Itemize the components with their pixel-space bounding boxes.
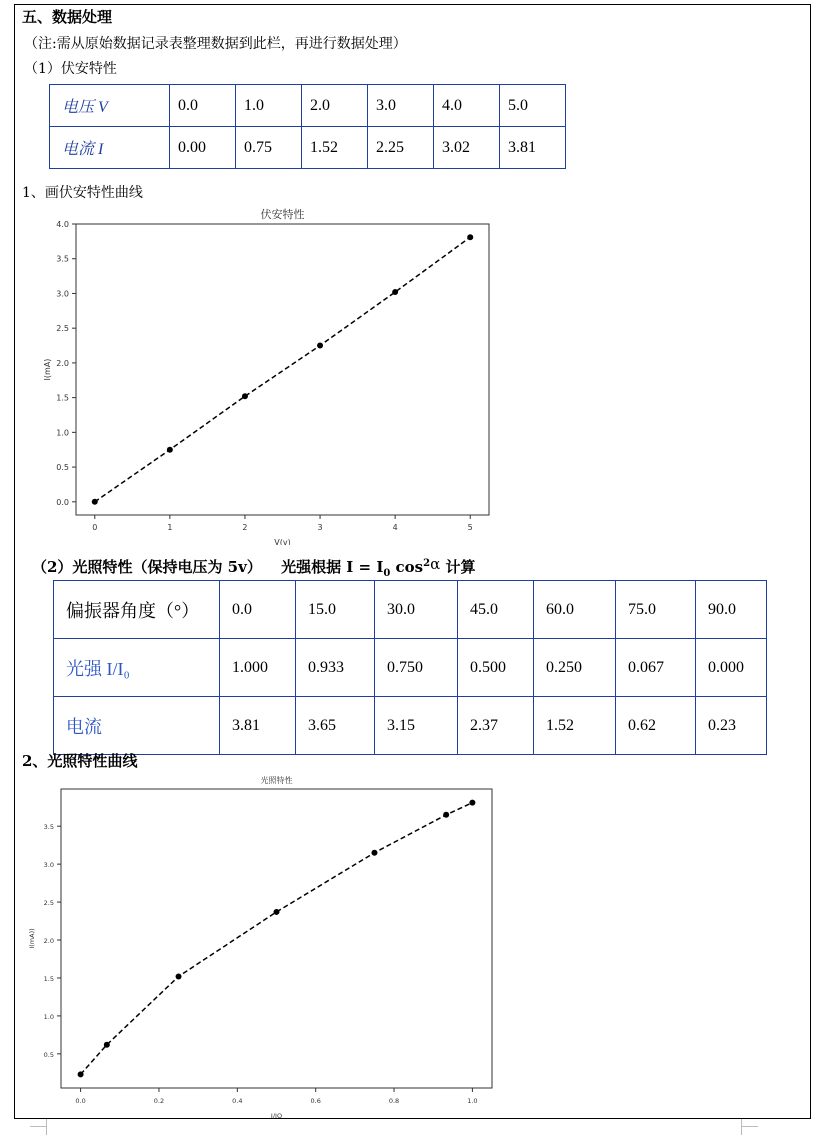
table-cell: 0.933 (296, 639, 375, 697)
x-tick-label: 1 (167, 523, 173, 532)
data-point (371, 850, 377, 856)
formula-text: 计算 (445, 558, 476, 576)
table-cell: 0.250 (534, 639, 616, 697)
table-row (54, 697, 767, 755)
data-point (242, 393, 248, 399)
table-cell: 3.65 (296, 697, 375, 755)
y-tick-label: 3.0 (43, 861, 54, 870)
table-cell: 1.0 (236, 85, 302, 127)
table-cell: 90.0 (696, 581, 767, 639)
table-cell: 3.81 (500, 127, 566, 169)
data-point (274, 909, 280, 915)
data-point (78, 1071, 84, 1077)
table-row (54, 639, 767, 697)
y-tick-label: 2.5 (56, 324, 69, 334)
table-cell: 0.500 (458, 639, 534, 697)
data-point (467, 234, 473, 240)
formula-text: cos (390, 558, 424, 576)
table-cell: 0.75 (236, 127, 302, 169)
row-label-current: 电流 (54, 697, 220, 755)
chart-title: 伏安特性 (260, 208, 305, 221)
y-tick-label: 3.5 (56, 254, 69, 264)
page-corner-mark (741, 1119, 742, 1135)
part1-title: （1）伏安特性 (24, 61, 117, 77)
x-axis-label: V(v) (274, 538, 291, 545)
light-characteristic-table (53, 580, 767, 755)
plot-frame (61, 789, 492, 1088)
table-row (50, 127, 566, 169)
table-cell: 60.0 (534, 581, 616, 639)
formula-superscript: 2 (423, 558, 431, 569)
formula-text: 光强根据 I = I (281, 558, 384, 576)
x-tick-label: 0.6 (310, 1097, 321, 1105)
formula-alpha: α (430, 555, 441, 573)
intensity-formula (281, 555, 476, 579)
row-label-angle: 偏振器角度（°） (54, 581, 220, 639)
data-point (104, 1042, 110, 1048)
chart-title: 光照特性 (260, 776, 293, 785)
step1-title: 1、画伏安特性曲线 (22, 185, 143, 201)
data-point (317, 343, 323, 349)
data-point (167, 447, 173, 453)
y-tick-label: 3.0 (56, 289, 69, 299)
x-tick-label: 2 (242, 523, 248, 532)
table-cell: 15.0 (296, 581, 375, 639)
table-cell: 0.0 (220, 581, 296, 639)
page-corner-mark (30, 1126, 46, 1127)
part2-title: （2）光照特性（保持电压为 5v） (32, 558, 262, 576)
voltage-current-table (49, 84, 566, 169)
x-tick-label: 4 (392, 523, 398, 532)
table-cell: 0.00 (170, 127, 236, 169)
y-tick-label: 0.0 (56, 497, 69, 507)
row-label-voltage: 电压 V (50, 85, 170, 127)
table-cell: 0.62 (616, 697, 696, 755)
x-tick-label: 0.0 (75, 1097, 86, 1105)
x-tick-label: 0.4 (232, 1097, 243, 1105)
x-axis-label: I/IO (270, 1112, 283, 1120)
table-cell: 1.52 (534, 697, 616, 755)
y-tick-label: 2.5 (43, 899, 54, 908)
row-label-intensity: 光强 I/I₀ (54, 639, 220, 697)
y-tick-label: 2.0 (56, 358, 69, 368)
y-tick-label: 0.5 (43, 1050, 54, 1059)
table-cell: 1.52 (302, 127, 368, 169)
table-cell: 2.0 (302, 85, 368, 127)
x-tick-label: 3 (317, 523, 323, 532)
data-point (92, 499, 98, 505)
y-tick-label: 1.5 (56, 393, 69, 403)
table-cell: 3.81 (220, 697, 296, 755)
section-title: 五、数据处理 (22, 8, 113, 26)
table-cell: 1.000 (220, 639, 296, 697)
table-cell: 0.0 (170, 85, 236, 127)
data-series-line (95, 237, 470, 502)
data-point (176, 973, 182, 979)
data-point (469, 800, 475, 806)
page-corner-mark (46, 1119, 47, 1135)
table-cell: 0.750 (375, 639, 458, 697)
table-cell: 4.0 (434, 85, 500, 127)
table-cell: 3.02 (434, 127, 500, 169)
table-cell: 3.15 (375, 697, 458, 755)
y-tick-label: 4.0 (56, 220, 69, 229)
data-point (392, 289, 398, 295)
note-text: （注:需从原始数据记录表整理数据到此栏，再进行数据处理） (24, 36, 407, 52)
row-label-current: 电流 I (50, 127, 170, 169)
table-cell: 45.0 (458, 581, 534, 639)
x-tick-label: 1.0 (467, 1097, 478, 1105)
page-corner-mark (742, 1126, 758, 1127)
table-cell: 5.0 (500, 85, 566, 127)
light-characteristic-chart (22, 772, 502, 1120)
y-tick-label: 2.0 (43, 937, 54, 946)
formula-subscript: 0 (383, 568, 391, 579)
x-tick-label: 0.2 (153, 1097, 165, 1105)
table-cell: 30.0 (375, 581, 458, 639)
y-tick-label: 1.0 (56, 428, 69, 438)
table-cell: 0.23 (696, 697, 767, 755)
table-cell: 75.0 (616, 581, 696, 639)
table-cell: 2.25 (368, 127, 434, 169)
x-tick-label: 0 (92, 523, 98, 532)
table-cell: 0.000 (696, 639, 767, 697)
part2-title-line (32, 556, 475, 579)
y-tick-label: 1.0 (43, 1012, 54, 1021)
y-tick-label: 0.5 (56, 463, 69, 473)
y-tick-label: 1.5 (43, 974, 54, 983)
x-tick-label: 0.8 (388, 1097, 400, 1105)
x-tick-label: 5 (467, 523, 473, 532)
y-tick-label: 3.5 (43, 823, 54, 832)
table-row (54, 581, 767, 639)
data-point (443, 812, 449, 818)
table-cell: 2.37 (458, 697, 534, 755)
table-cell: 3.0 (368, 85, 434, 127)
step2-title: 2、光照特性曲线 (22, 752, 138, 770)
iv-characteristic-chart (40, 205, 500, 545)
table-row (50, 85, 566, 127)
y-axis-label: I(mA) (43, 358, 52, 381)
data-series-line (81, 803, 473, 1075)
table-cell: 0.067 (616, 639, 696, 697)
y-axis-label: I(mA)) (28, 928, 36, 949)
